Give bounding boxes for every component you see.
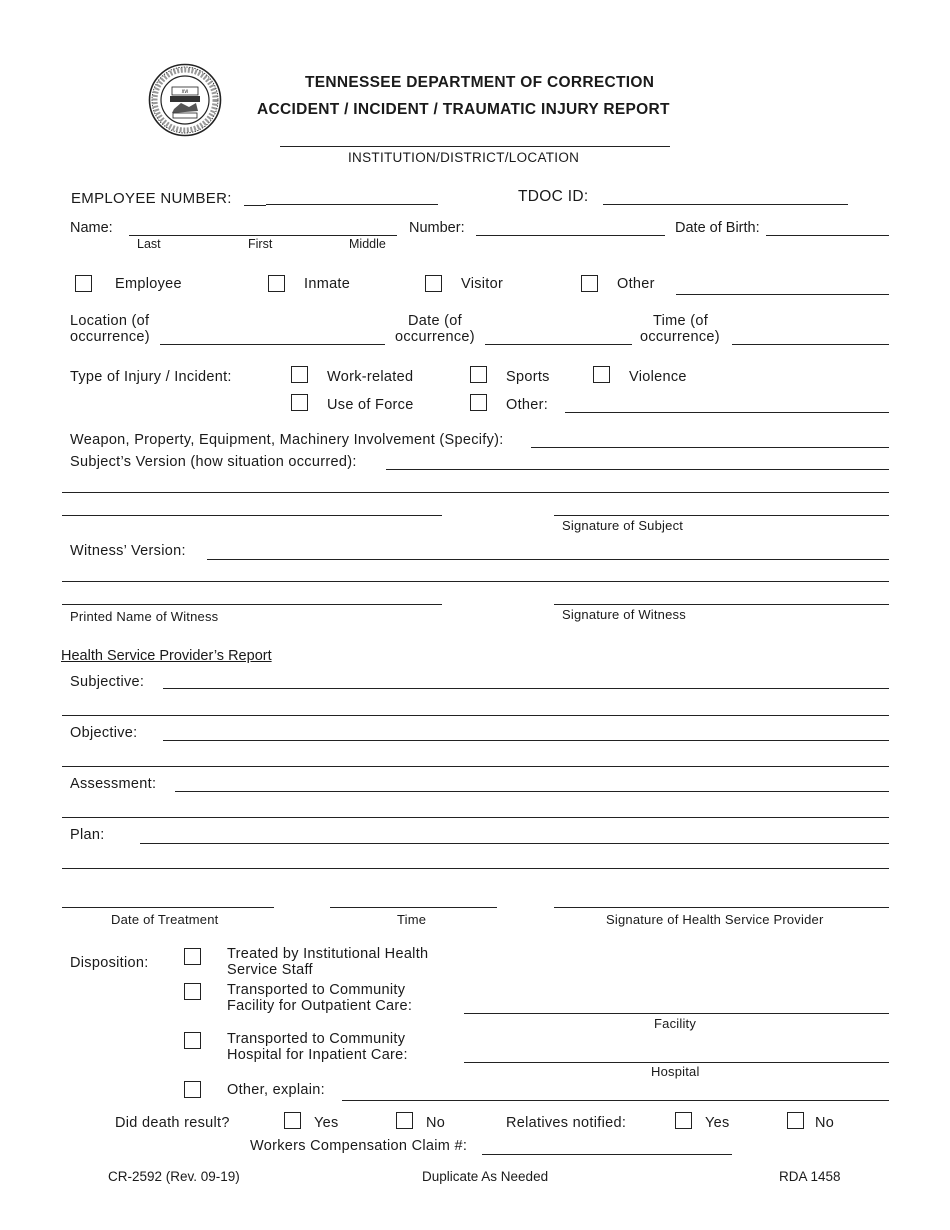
other-disposition-label: Other, explain: bbox=[227, 1082, 325, 1098]
subject-version-line-3[interactable] bbox=[62, 515, 442, 516]
name-label: Name: bbox=[70, 220, 113, 236]
use-of-force-label: Use of Force bbox=[327, 397, 414, 413]
printed-name-witness-caption: Printed Name of Witness bbox=[70, 609, 219, 624]
employee-checkbox[interactable] bbox=[75, 275, 92, 292]
relatives-no-label: No bbox=[815, 1115, 835, 1131]
other-category-label: Other bbox=[617, 276, 655, 292]
signature-provider-input[interactable] bbox=[554, 907, 889, 908]
time-label-line1: Time (of bbox=[653, 313, 709, 329]
tdoc-id-label: TDOC ID: bbox=[518, 188, 589, 205]
disposition-label: Disposition: bbox=[70, 955, 149, 971]
outpatient-label-line2: Facility for Outpatient Care: bbox=[227, 998, 413, 1014]
weapon-label: Weapon, Property, Equipment, Machinery Involvement (Specify): bbox=[70, 432, 504, 448]
location-label-line1: Location (of bbox=[70, 313, 150, 329]
plan-label: Plan: bbox=[70, 827, 105, 843]
inpatient-checkbox[interactable] bbox=[184, 1032, 201, 1049]
date-label-line1: Date (of bbox=[408, 313, 462, 329]
dob-label: Date of Birth: bbox=[675, 220, 760, 236]
work-related-label: Work-related bbox=[327, 369, 414, 385]
relatives-yes-label: Yes bbox=[705, 1115, 730, 1131]
location-input[interactable] bbox=[160, 344, 385, 345]
employee-number-input[interactable] bbox=[266, 204, 438, 205]
facility-input[interactable] bbox=[464, 1013, 889, 1014]
visitor-label: Visitor bbox=[461, 276, 504, 292]
assessment-label: Assessment: bbox=[70, 776, 157, 792]
treated-institutional-label-line1: Treated by Institutional Health bbox=[227, 946, 429, 962]
subject-version-line-2[interactable] bbox=[62, 492, 889, 493]
health-report-heading: Health Service Provider’s Report bbox=[61, 648, 272, 664]
signature-witness-caption: Signature of Witness bbox=[562, 607, 686, 622]
signature-subject-caption: Signature of Subject bbox=[562, 518, 684, 533]
violence-checkbox[interactable] bbox=[593, 366, 610, 383]
workers-comp-label: Workers Compensation Claim #: bbox=[250, 1138, 468, 1154]
other-category-input[interactable] bbox=[676, 294, 889, 295]
other-disposition-input[interactable] bbox=[342, 1100, 889, 1101]
inpatient-label-line1: Transported to Community bbox=[227, 1031, 406, 1047]
visitor-checkbox[interactable] bbox=[425, 275, 442, 292]
outpatient-label-line1: Transported to Community bbox=[227, 982, 406, 998]
signature-witness-input[interactable] bbox=[554, 604, 889, 605]
witness-version-line-2[interactable] bbox=[62, 581, 889, 582]
injury-type-label: Type of Injury / Incident: bbox=[70, 369, 232, 385]
inmate-label: Inmate bbox=[304, 276, 351, 292]
department-title: TENNESSEE DEPARTMENT OF CORRECTION bbox=[305, 74, 655, 91]
duplicate-note: Duplicate As Needed bbox=[422, 1169, 549, 1184]
hospital-input[interactable] bbox=[464, 1062, 889, 1063]
hospital-caption: Hospital bbox=[651, 1064, 700, 1079]
weapon-input[interactable] bbox=[531, 447, 889, 448]
date-input[interactable] bbox=[485, 344, 632, 345]
plan-input[interactable] bbox=[140, 843, 889, 844]
employee-label: Employee bbox=[115, 276, 182, 292]
death-no-label: No bbox=[426, 1115, 446, 1131]
report-title: ACCIDENT / INCIDENT / TRAUMATIC INJURY REPORT bbox=[257, 101, 670, 118]
death-no-checkbox[interactable] bbox=[396, 1112, 413, 1129]
form-number: CR-2592 (Rev. 09-19) bbox=[108, 1169, 240, 1184]
institution-input[interactable] bbox=[280, 146, 670, 147]
institution-label: INSTITUTION/DISTRICT/LOCATION bbox=[348, 150, 580, 165]
other-injury-input[interactable] bbox=[565, 412, 889, 413]
violence-label: Violence bbox=[629, 369, 687, 385]
middle-name-caption: Middle bbox=[349, 237, 386, 251]
subject-version-input[interactable] bbox=[386, 469, 889, 470]
plan-line-2[interactable] bbox=[62, 868, 889, 869]
signature-subject-input[interactable] bbox=[554, 515, 889, 516]
relatives-notified-label: Relatives notified: bbox=[506, 1115, 627, 1131]
signature-provider-caption: Signature of Health Service Provider bbox=[606, 912, 824, 927]
facility-caption: Facility bbox=[654, 1016, 697, 1031]
printed-name-witness-input[interactable] bbox=[62, 604, 442, 605]
time-input[interactable] bbox=[732, 344, 889, 345]
other-disposition-checkbox[interactable] bbox=[184, 1081, 201, 1098]
outpatient-checkbox[interactable] bbox=[184, 983, 201, 1000]
date-label-line2: occurrence) bbox=[395, 329, 475, 345]
other-injury-checkbox[interactable] bbox=[470, 394, 487, 411]
subjective-input[interactable] bbox=[163, 688, 889, 689]
witness-version-label: Witness’ Version: bbox=[70, 543, 186, 559]
other-injury-label: Other: bbox=[506, 397, 549, 413]
relatives-no-checkbox[interactable] bbox=[787, 1112, 804, 1129]
treated-institutional-checkbox[interactable] bbox=[184, 948, 201, 965]
death-yes-checkbox[interactable] bbox=[284, 1112, 301, 1129]
workers-comp-input[interactable] bbox=[482, 1154, 732, 1155]
treatment-time-caption: Time bbox=[397, 912, 427, 927]
objective-input[interactable] bbox=[163, 740, 889, 741]
death-yes-label: Yes bbox=[314, 1115, 339, 1131]
assessment-input[interactable] bbox=[175, 791, 889, 792]
inpatient-label-line2: Hospital for Inpatient Care: bbox=[227, 1047, 408, 1063]
treated-institutional-label-line2: Service Staff bbox=[227, 962, 313, 978]
first-name-caption: First bbox=[248, 237, 273, 251]
relatives-yes-checkbox[interactable] bbox=[675, 1112, 692, 1129]
objective-line-2[interactable] bbox=[62, 766, 889, 767]
employee-number-lead bbox=[244, 205, 266, 206]
subjective-line-2[interactable] bbox=[62, 715, 889, 716]
state-seal-icon bbox=[148, 63, 222, 137]
objective-label: Objective: bbox=[70, 725, 138, 741]
other-category-checkbox[interactable] bbox=[581, 275, 598, 292]
date-of-treatment-input[interactable] bbox=[62, 907, 274, 908]
subjective-label: Subjective: bbox=[70, 674, 145, 690]
subject-version-label: Subject’s Version (how situation occurred): bbox=[70, 454, 357, 470]
location-label-line2: occurrence) bbox=[70, 329, 150, 345]
tdoc-id-input[interactable] bbox=[603, 204, 848, 205]
date-of-treatment-caption: Date of Treatment bbox=[111, 912, 219, 927]
work-related-checkbox[interactable] bbox=[291, 366, 308, 383]
sports-checkbox[interactable] bbox=[470, 366, 487, 383]
name-input[interactable] bbox=[129, 235, 397, 236]
time-label-line2: occurrence) bbox=[640, 329, 720, 345]
use-of-force-checkbox[interactable] bbox=[291, 394, 308, 411]
sports-label: Sports bbox=[506, 369, 550, 385]
inmate-checkbox[interactable] bbox=[268, 275, 285, 292]
number-input[interactable] bbox=[476, 235, 665, 236]
number-label: Number: bbox=[409, 220, 465, 236]
last-name-caption: Last bbox=[137, 237, 161, 251]
death-result-label: Did death result? bbox=[115, 1115, 230, 1131]
rda-number: RDA 1458 bbox=[779, 1169, 841, 1184]
assessment-line-2[interactable] bbox=[62, 817, 889, 818]
dob-input[interactable] bbox=[766, 235, 889, 236]
svg-text:XVI: XVI bbox=[181, 89, 189, 94]
witness-version-input[interactable] bbox=[207, 559, 889, 560]
treatment-time-input[interactable] bbox=[330, 907, 497, 908]
employee-number-label: EMPLOYEE NUMBER: bbox=[71, 190, 232, 207]
